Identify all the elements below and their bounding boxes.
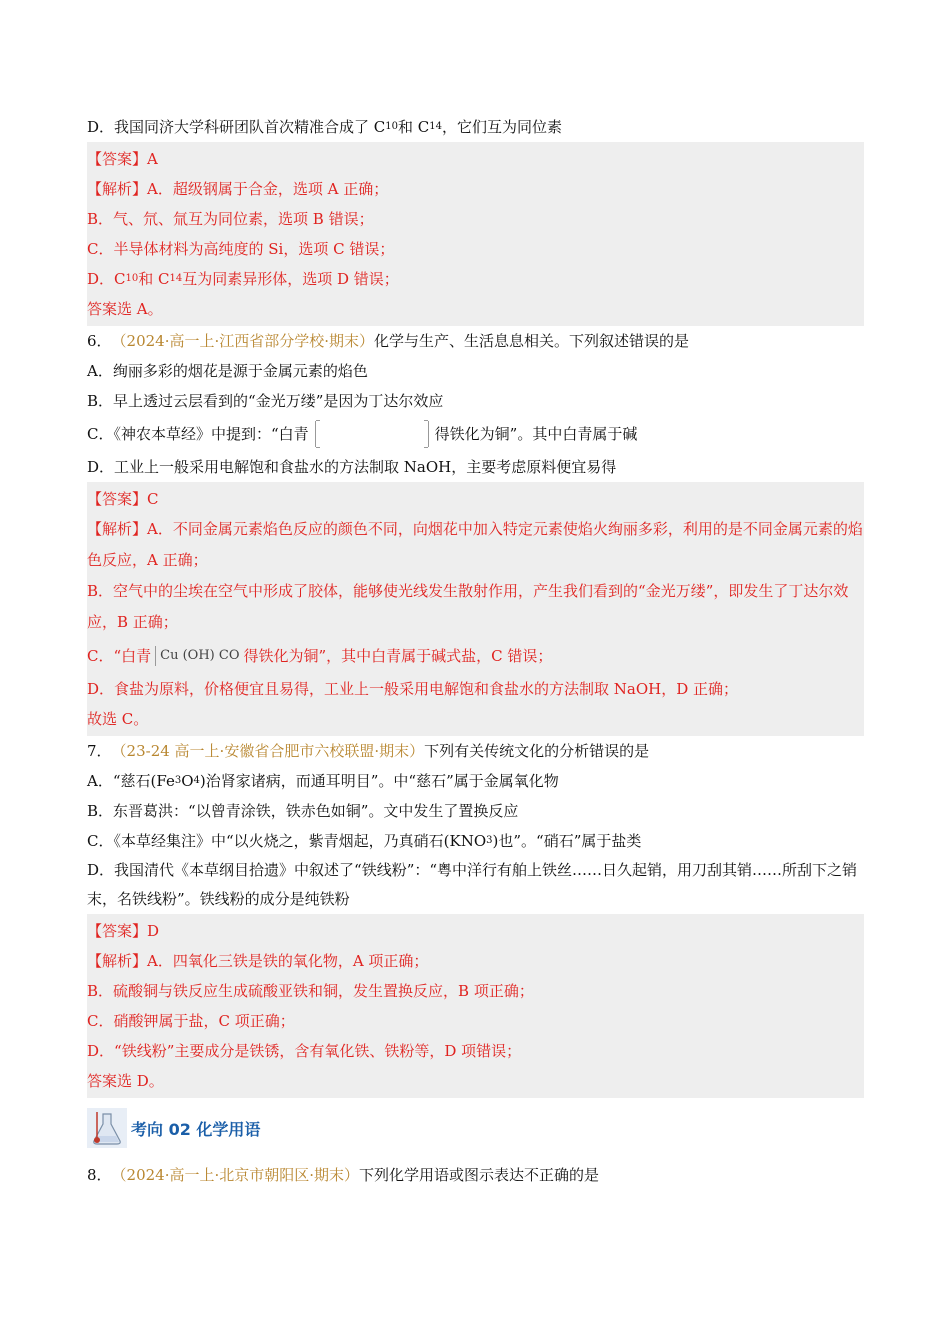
q5-final-answer: 答案选 A。 xyxy=(87,300,163,318)
q6-explanation-c: C．“白青 Cu (OH) CO 得铁化为铜”，其中白青属于碱式盐，C 错误； xyxy=(87,647,553,665)
q7-explanation-d: D．“铁线粉”主要成分是铁锈，含有氧化铁、铁粉等，D 项错误； xyxy=(87,1042,522,1060)
q5-answer-box xyxy=(87,142,864,326)
q5-explanation-b: B．气、氘、氚互为同位素，选项 B 错误； xyxy=(87,210,374,228)
q6-final-answer: 故选 C。 xyxy=(87,710,149,728)
flask-icon xyxy=(87,1108,127,1148)
section-heading xyxy=(87,1106,864,1150)
q6-answer: 【答案】C xyxy=(87,490,159,508)
q7-option-a: A．“慈石(Fe 3 O 4 )治肾家诸病，而通耳明目”。中“慈石”属于金属氧化物 xyxy=(87,772,559,790)
formula-bracket-image xyxy=(315,421,429,447)
q6-option-a: A．绚丽多彩的烟花是源于金属元素的焰色 xyxy=(87,362,368,380)
q6-answer-box xyxy=(87,482,864,736)
q6-option-c: C．《神农本草经》中提到：“白青 得铁化为铜”。其中白青属于碱 xyxy=(87,416,864,452)
q6-explanation-d: D．食盐为原料，价格便宜且易得，工业上一般采用电解饱和食盐水的方法制取 NaOH，D 正确； xyxy=(87,680,739,698)
q7-explanation-c: C．硝酸钾属于盐，C 项正确； xyxy=(87,1012,295,1030)
q6-explanation-b: B．空气中的尘埃在空气中形成了胶体，能够使光线发生散射作用，产生我们看到的“金光万缕”，即发生了丁达尔效应，B 正确； xyxy=(87,582,849,631)
q5-explanation-c: C．半导体材料为高纯度的 Si，选项 C 错误； xyxy=(87,240,395,258)
q5-answer: 【答案】A xyxy=(87,150,158,168)
q7-option-b: B．东晋葛洪：“以曾青涂铁，铁赤色如铜”。文中发生了置换反应 xyxy=(87,802,519,820)
q7-option-c: C．《本草经集注》中“以火烧之，紫青烟起，乃真硝石(KNO 3 )也”。“硝石”属于盐类 xyxy=(87,832,642,850)
q7-final-answer: 答案选 D。 xyxy=(87,1072,164,1090)
q7-option-d: D．我国清代《本草纲目拾遗》中叙述了“铁线粉”：“粤中洋行有舶上铁丝……日久起销，用刀刮其销……所刮下之销末，名铁线粉”。铁线粉的成分是纯铁粉 xyxy=(87,861,858,908)
basic-copper-carbonate-formula: Cu (OH) CO xyxy=(155,646,239,666)
q7-stem: 7． （23-24 高一上·安徽省合肥市六校联盟·期末） 下列有关传统文化的分析错误的是 xyxy=(87,742,650,760)
section-title: 考向 02 化学用语 xyxy=(131,1119,261,1139)
q5-explanation-d: D．C 10 和 C 14 互为同素异形体，选项 D 错误； xyxy=(87,270,399,288)
q5-explanation-a: 【解析】A．超级钢属于合金，选项 A 正确； xyxy=(87,180,389,198)
q8-stem: 8． （2024·高一上·北京市朝阳区·期末） 下列化学用语或图示表达不正确的是 xyxy=(87,1166,600,1184)
q7-answer-box xyxy=(87,914,864,1098)
q8-source: （2024·高一上·北京市朝阳区·期末） xyxy=(111,1166,360,1184)
q7-explanation-a: 【解析】A．四氧化三铁是铁的氧化物，A 项正确； xyxy=(87,952,429,970)
q6-source: （2024·高一上·江西省部分学校·期末） xyxy=(111,332,375,350)
document-page xyxy=(87,112,864,1190)
q7-explanation-b: B．硫酸铜与铁反应生成硫酸亚铁和铜，发生置换反应，B 项正确； xyxy=(87,982,534,1000)
q6-option-d: D．工业上一般采用电解饱和食盐水的方法制取 NaOH，主要考虑原料便宜易得 xyxy=(87,458,617,476)
q6-explanation-a: 【解析】A．不同金属元素焰色反应的颜色不同，向烟花中加入特定元素使焰火绚丽多彩，利用的是不同金属元素的焰色反应，A 正确； xyxy=(87,520,863,569)
q6-option-b: B．早上透过云层看到的“金光万缕”是因为丁达尔效应 xyxy=(87,392,444,410)
q6-stem: 6． （2024·高一上·江西省部分学校·期末） 化学与生产、生活息息相关。下列叙述错误的是 xyxy=(87,332,690,350)
q7-source: （23-24 高一上·安徽省合肥市六校联盟·期末） xyxy=(111,742,425,760)
q5-option-d: D．我国同济大学科研团队首次精准合成了 C 10 和 C 14 ，它们互为同位素 xyxy=(87,118,563,136)
q7-answer: 【答案】D xyxy=(87,922,160,940)
